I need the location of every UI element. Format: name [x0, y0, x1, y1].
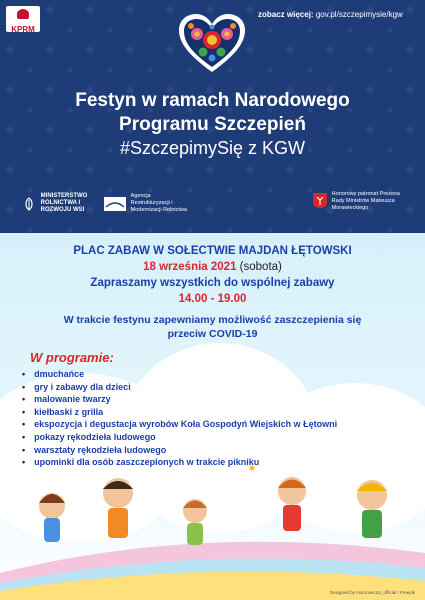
event-invite: Zapraszamy wszystkich do wspólnej zabawy [90, 277, 335, 289]
hashtag: #SzczepimySię z KGW [119, 138, 306, 158]
patronage-logo: Honorowy patronat Prezesa Rady Ministrów Mateusza Morawieckiego [313, 191, 413, 212]
vaccination-info: W trakcie festynu zapewniamy możliwość zaszczepienia się przeciw COVID-19 [63, 314, 362, 340]
list-item: • warsztaty rękodzieła ludowego [22, 444, 337, 457]
more-info-link[interactable]: zobacz więcej: gov.pl/szczepimysie/kgw [258, 10, 403, 19]
event-place: PLAC ZABAW W SOŁECTWIE MAJDAN ŁĘTOWSKI [73, 245, 352, 257]
image-credit: Designed by macrovector_official / Freepik [330, 590, 415, 595]
banner-title: Festyn w ramach Narodowego Programu Szczepień [75, 90, 350, 135]
arimr-icon [104, 197, 126, 211]
program-list [22, 368, 337, 469]
list-item: • gry i zabawy dla dzieci [22, 381, 337, 394]
arimr-logo: Agencja Restrukturyzacji i Modernizacji Rolnictwa [104, 193, 190, 214]
program-heading: W programie: [30, 350, 114, 365]
list-item: • kiełbaski z grilla [22, 406, 337, 419]
kids-illustration [0, 463, 425, 600]
header-banner [0, 0, 425, 233]
ministry-icon [22, 197, 36, 211]
eagle-emblem-icon [313, 193, 327, 211]
ministry-logo: MINISTERSTWO ROLNICTWA I ROZWOJU WSI [22, 193, 104, 214]
event-date: 18 września 2021 (sobota) [143, 261, 282, 273]
eagle-icon [17, 9, 29, 19]
list-item: • malowanie twarzy [22, 393, 337, 406]
list-item: • pokazy rękodzieła ludowego [22, 431, 337, 444]
list-item: • upominki dla osób zaszczepionych w trakcie pikniku [22, 456, 337, 469]
list-item: • dmuchańce [22, 368, 337, 381]
list-item: • ekspozycja i degustacja wyrobów Koła Gospodyń Wiejskich w Łętowni [22, 418, 337, 431]
folk-heart-icon [177, 12, 247, 74]
event-time: 14.00 - 19.00 [178, 293, 247, 305]
kprm-logo: KPRM [6, 6, 40, 32]
